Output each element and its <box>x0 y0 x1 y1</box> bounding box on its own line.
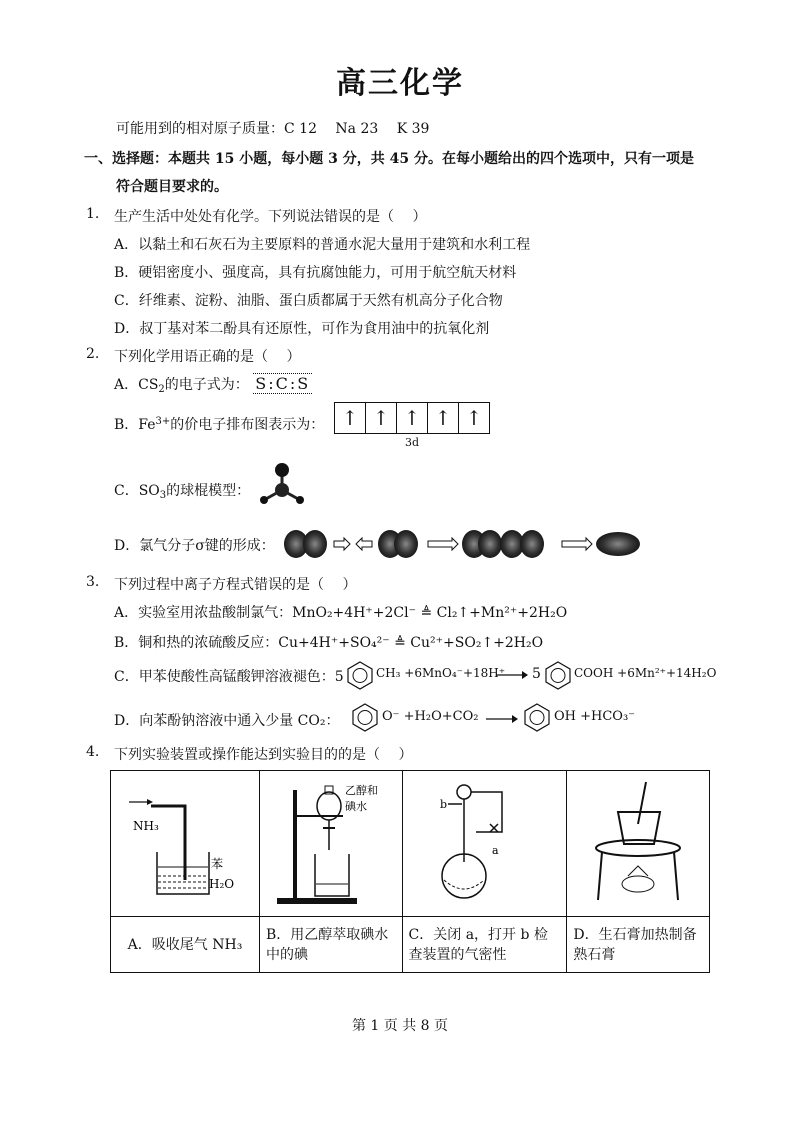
figure-a <box>111 771 260 917</box>
benzene-ring-icon <box>350 702 380 732</box>
up-arrow-icon: ↑ <box>341 406 359 430</box>
option-a: A．以黏土和石灰石为主要原料的普通水泥大量用于建筑和水利工程 <box>114 237 531 253</box>
nh3-label: NH₃ <box>133 818 159 833</box>
reactant-text: CH₃ +6MnO₄⁻+18H⁺ <box>376 666 506 680</box>
ethanol-iodine-label: 乙醇和 <box>344 783 378 797</box>
option-a <box>114 374 312 395</box>
water-label: H₂O <box>209 876 235 891</box>
valve-b-label: b <box>440 797 448 811</box>
question-number: 2. <box>86 346 100 362</box>
valve-a-label: a <box>492 843 500 857</box>
question-number: 3. <box>86 574 100 590</box>
question-number: 1. <box>86 206 100 222</box>
caption-d <box>567 917 710 973</box>
caption-c <box>402 917 567 973</box>
caption-text: A．吸收尾气 NH₃ <box>127 936 243 953</box>
ethanol-iodine-label: 碘水 <box>344 799 367 813</box>
section-heading-line1: 一、选择题：本题共 15 小题，每小题 3 分，共 45 分。在每小题给出的四个选项中，只有一项是 <box>84 151 694 167</box>
caption-text: D．生石膏加热制备熟石膏 <box>573 926 697 963</box>
option-a: A．实验室用浓盐酸制氯气：MnO₂+4H⁺+2Cl⁻ ≜ Cl₂↑+Mn²⁺+2H₂O <box>114 605 568 621</box>
option-c-text: C．甲苯使酸性高锰酸钾溶液褪色：5 <box>114 669 344 685</box>
figure-c <box>402 771 567 917</box>
caption-b <box>260 917 403 973</box>
product-text: COOH +6Mn²⁺+14H₂O <box>574 666 717 680</box>
option-c: C．纤维素、淀粉、油脂、蛋白质都属于天然有机高分子化合物 <box>114 293 503 309</box>
benzene-ring-icon <box>522 702 552 732</box>
section-heading-line2: 符合题目要求的。 <box>116 179 228 195</box>
caption-a <box>111 917 260 973</box>
option-b-prefix: B．Fe <box>114 417 156 433</box>
benzene-ring-icon <box>345 660 375 690</box>
gas-absorption-apparatus-icon <box>111 772 259 912</box>
sigma-bond-orbitals-icon <box>282 526 642 562</box>
crucible-heating-icon <box>568 772 708 912</box>
benzene-ring-icon <box>543 660 573 690</box>
option-a-prefix: A．CS <box>114 377 159 393</box>
experiment-table <box>110 770 710 973</box>
question-stem: 下列化学用语正确的是（ ） <box>114 349 301 365</box>
caption-text: C．关闭 a，打开 b 检查装置的气密性 <box>408 926 548 963</box>
up-arrow-icon: ↑ <box>396 403 427 433</box>
option-c-prefix: C．SO <box>114 483 160 499</box>
superscript: 3+ <box>155 416 171 427</box>
subscript: 2 <box>158 384 165 395</box>
option-d <box>114 710 339 730</box>
figure-d <box>567 771 710 917</box>
option-d: D．氯气分子σ键的形成： <box>114 538 275 554</box>
reaction-arrow-icon <box>486 712 518 726</box>
orbital-label: 3d <box>405 436 420 449</box>
atomic-masses: 可能用到的相对原子质量：C 12 Na 23 K 39 <box>116 121 430 137</box>
option-b <box>114 414 324 434</box>
up-arrow-icon: ↑ <box>458 403 489 433</box>
reactant-text: O⁻ +H₂O+CO₂ <box>382 709 479 724</box>
question-stem: 生产生活中处处有化学。下列说法错误的是（ ） <box>114 209 427 225</box>
option-d: D．叔丁基对苯二酚具有还原性，可作为食用油中的抗氧化剂 <box>114 321 490 337</box>
subscript: 3 <box>159 490 167 501</box>
option-c <box>114 666 344 686</box>
electron-formula: S:C:S <box>255 374 311 393</box>
question-stem: 下列实验装置或操作能达到实验目的的是（ ） <box>114 747 413 763</box>
up-arrow-icon: ↑ <box>427 403 458 433</box>
option-c <box>114 480 250 501</box>
option-a-suffix: 的电子式为： <box>164 377 249 393</box>
page-footer: 第 1 页 共 8 页 <box>351 1018 449 1034</box>
up-arrow-icon: ↑ <box>365 403 396 433</box>
product-text: OH +HCO₃⁻ <box>554 709 636 724</box>
figure-b <box>260 771 403 917</box>
orbital-diagram <box>334 402 490 434</box>
benzene-label: 苯 <box>211 856 224 871</box>
reaction-arrow-icon <box>496 668 528 682</box>
question-stem: 下列过程中离子方程式错误的是（ ） <box>114 577 357 593</box>
caption-text: B．用乙醇萃取碘水中的碘 <box>266 926 389 963</box>
option-c-suffix: 的球棍模型： <box>166 483 251 499</box>
ball-stick-model-icon <box>252 460 312 510</box>
coefficient: 5 <box>532 666 541 682</box>
question-number: 4. <box>86 744 100 760</box>
airtightness-apparatus-icon <box>404 772 564 912</box>
option-b: B．铜和热的浓硫酸反应：Cu+4H⁺+SO₄²⁻ ≜ Cu²⁺+SO₂↑+2H₂O <box>114 635 544 651</box>
option-d-text: D．向苯酚钠溶液中通入少量 CO₂： <box>114 713 340 729</box>
separatory-funnel-icon <box>261 772 401 912</box>
page-title: 高三化学 <box>336 66 464 101</box>
option-b: B．硬铝密度小、强度高，具有抗腐蚀能力，可用于航空航天材料 <box>114 265 517 281</box>
option-b-suffix: 的价电子排布图表示为： <box>170 417 325 433</box>
